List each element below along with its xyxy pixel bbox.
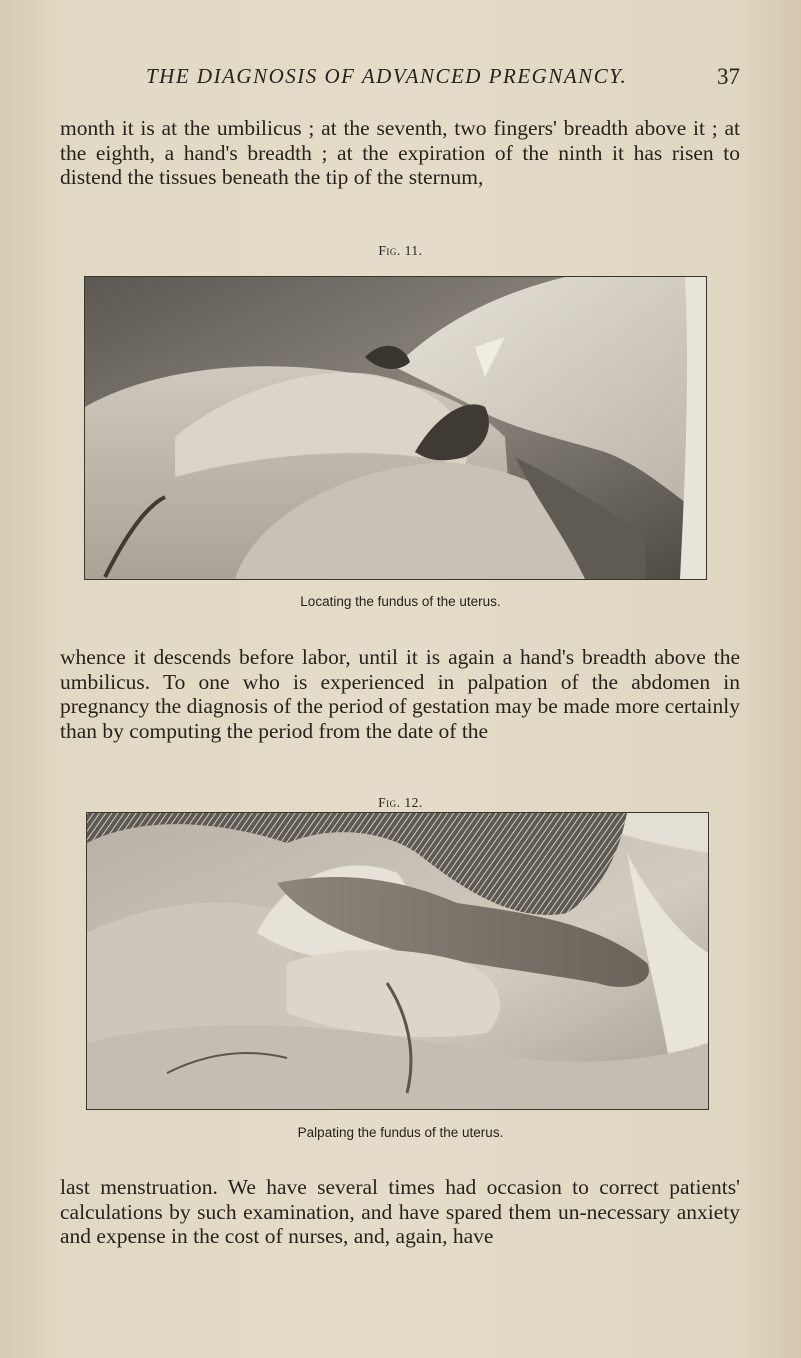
figure-12-caption: Palpating the fundus of the uterus.	[297, 1125, 504, 1140]
figure-11-photograph	[84, 276, 707, 580]
paragraph-2: whence it descends before labor, until it is again a hand's breadth above the umbilicus. To one who is experienced in palpation of the abdomen in pregnancy the diagnosis of the period of gestation may be made more certainly than by computing the period from the date of the	[60, 645, 740, 743]
figure-12-label: Fig. 12.	[378, 795, 423, 810]
paragraph-3: last menstruation. We have several times had occasion to correct patients' calculations by such examination, and have spared them un-necessary anxiety and expense in the cost of nurses, and, again, have	[60, 1175, 740, 1248]
figure-11-label: Fig. 11.	[378, 243, 423, 258]
page-number: 37	[717, 64, 740, 89]
figure-12-photograph	[86, 812, 709, 1110]
running-head: THE DIAGNOSIS OF ADVANCED PREGNANCY.	[146, 64, 628, 88]
page-header	[60, 64, 740, 94]
paragraph-1: month it is at the umbilicus ; at the seventh, two fingers' breadth above it ; at the eighth, a hand's breadth ; at the expiration of the ninth it has risen to distend the tissues beneath the tip of the sternum,	[60, 116, 740, 189]
figure-11-caption: Locating the fundus of the uterus.	[300, 594, 501, 609]
